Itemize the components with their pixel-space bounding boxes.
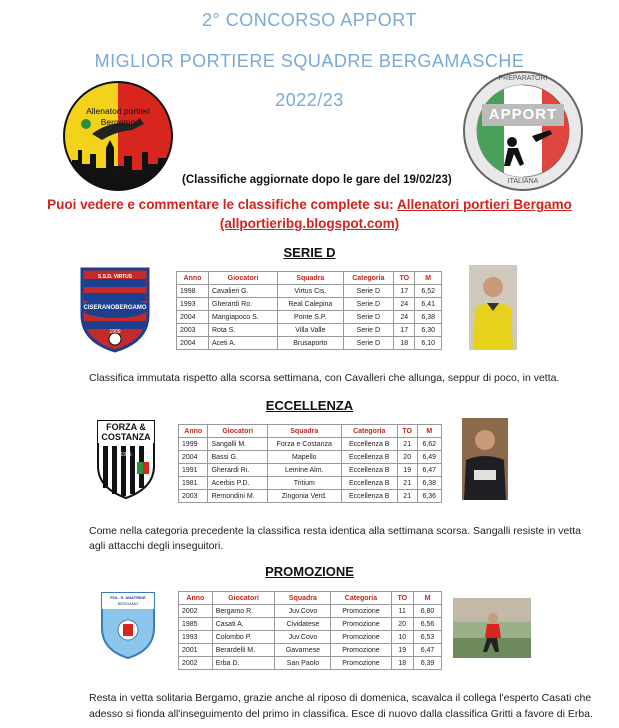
column-header: Giocatori (208, 425, 267, 438)
table-cell: 2004 (177, 337, 209, 350)
table-row (177, 324, 442, 337)
section-title-eccellenza: ECCELLENZA (265, 398, 354, 413)
promo-line (0, 197, 619, 212)
section-title-promozione: PROMOZIONE (265, 564, 354, 579)
table-cell: 6,38 (415, 311, 442, 324)
table-cell: Juv.Covo (275, 605, 331, 618)
table-header-row (179, 592, 442, 605)
promo-url-line (0, 216, 619, 231)
eccellenza-comment-line2: agli attacchi degli inseguitori. (89, 540, 224, 552)
table-cell: Gherardi Ri. (208, 464, 267, 477)
table-cell: Berardelli M. (212, 644, 275, 657)
column-header: Squadra (278, 272, 344, 285)
column-header: Anno (177, 272, 209, 285)
column-header: Squadra (275, 592, 331, 605)
table-row (179, 490, 442, 503)
table-header-row (179, 425, 442, 438)
table-row (179, 464, 442, 477)
page-title-line1: 2° CONCORSO APPORT (202, 10, 417, 30)
table-cell: 19 (391, 644, 414, 657)
table-cell: Ponte S.P. (278, 311, 344, 324)
table-row (177, 298, 442, 311)
eccellenza-comment-line1: Come nella categoria precedente la classifica resta identica alla settimana scorsa. Sangalli resiste in vetta (89, 525, 582, 537)
column-header: Giocatori (209, 272, 278, 285)
table-row (179, 477, 442, 490)
apport-ring-bottom: ITALIANA (507, 178, 539, 185)
table-cell: Gavarnese (275, 644, 331, 657)
table-cell: Serie D (343, 311, 394, 324)
promozione-comment-line2: adesso si fionda all'inseguimento del primo in classifica. Esce di nuovo dalla classifica Gritti a favore di Erba. (89, 708, 593, 720)
blog-url-link[interactable]: (allportieribg.blogspot.com) (219, 216, 400, 231)
table-cell: Eccellenza B (341, 490, 397, 503)
table-cell: Serie D (343, 337, 394, 350)
table-cell: Tritium (267, 477, 341, 490)
blog-link[interactable]: Allenatori portieri Bergamo (397, 197, 572, 212)
table-cell: Promozione (331, 605, 391, 618)
column-header: M (415, 272, 442, 285)
forza-costanza-logo (95, 418, 157, 500)
table-cell: Promozione (331, 631, 391, 644)
logo-text-1: Allenatori portieri (86, 106, 150, 116)
allenatori-portieri-logo (62, 80, 174, 192)
table-cell: 6,62 (417, 438, 441, 451)
table-cell: 6,36 (417, 490, 441, 503)
eccellenza-table (178, 424, 442, 503)
table-cell: 21 (397, 438, 417, 451)
table-cell: Bassi G. (208, 451, 267, 464)
table-cell: Villa Valle (278, 324, 344, 337)
column-header: Categoria (343, 272, 394, 285)
column-header: Giocatori (212, 592, 275, 605)
table-cell: 1993 (177, 298, 209, 311)
table-cell: 2002 (179, 657, 213, 670)
table-cell: 18 (394, 337, 415, 350)
table-cell: 6,47 (414, 644, 442, 657)
table-cell: Forza e Costanza (267, 438, 341, 451)
table-cell: Serie D (343, 324, 394, 337)
logo-text: FORZA & (106, 422, 146, 432)
table-cell: Acerbis P.D. (208, 477, 267, 490)
table-cell: 2003 (179, 490, 208, 503)
table-cell: 1993 (179, 631, 213, 644)
table-cell: Promozione (331, 657, 391, 670)
column-header: Anno (179, 425, 208, 438)
table-row (179, 451, 442, 464)
logo-text: BERGAMO (117, 601, 139, 606)
logo-text: POL. S. ANATRIDE (110, 595, 146, 600)
table-cell: 11 (391, 605, 414, 618)
apport-ring-top: PREPARATORI (498, 75, 548, 82)
table-cell: 17 (394, 285, 415, 298)
apport-logo (462, 70, 584, 192)
update-note: (Classifiche aggiornate dopo le gare del 19/02/23) (182, 174, 452, 186)
table-cell: Zingonia Verd. (267, 490, 341, 503)
serie-d-table (176, 271, 442, 350)
table-cell: 1998 (177, 285, 209, 298)
logo-text: 1909 (109, 329, 121, 335)
table-cell: 21 (397, 490, 417, 503)
logo-text-2: Bergamo (100, 117, 136, 127)
logo-text: CISERANOBERGAMO (83, 305, 147, 311)
table-cell: 6,10 (415, 337, 442, 350)
logo-text: S.S.D. VIRTUS (97, 274, 133, 280)
logo-text: 1905 (120, 452, 132, 458)
table-cell: Remondini M. (208, 490, 267, 503)
table-cell: 18 (391, 657, 414, 670)
table-cell: 1985 (179, 618, 213, 631)
table-cell: Juv.Covo (275, 631, 331, 644)
column-header: M (417, 425, 441, 438)
table-cell: 20 (391, 618, 414, 631)
column-header: Anno (179, 592, 213, 605)
table-row (179, 618, 442, 631)
table-cell: Serie D (343, 298, 394, 311)
promozione-club-logo (99, 590, 157, 660)
table-cell: Eccellenza B (341, 464, 397, 477)
table-cell: 6,53 (414, 631, 442, 644)
table-cell: 10 (391, 631, 414, 644)
promo-text: Puoi vedere e commentare le classifiche complete su: (47, 197, 398, 212)
table-cell: Real Calepina (278, 298, 344, 311)
table-row (179, 438, 442, 451)
table-row (177, 285, 442, 298)
table-cell: Serie D (343, 285, 394, 298)
table-header-row (177, 272, 442, 285)
table-cell: 6,49 (417, 451, 441, 464)
page-title-season: 2022/23 (275, 90, 344, 110)
table-cell: 1999 (179, 438, 208, 451)
table-row (179, 657, 442, 670)
player-photo-sangalli (462, 418, 508, 500)
table-cell: Colombo P. (212, 631, 275, 644)
promozione-table (178, 591, 442, 670)
table-cell: 17 (394, 324, 415, 337)
table-cell: Eccellenza B (341, 477, 397, 490)
table-cell: Mangiapoco S. (209, 311, 278, 324)
logo-text: COSTANZA (101, 432, 151, 442)
table-cell: 6,38 (417, 477, 441, 490)
table-cell: 2001 (179, 644, 213, 657)
column-header: TO (391, 592, 414, 605)
player-photo-bergamo (453, 598, 531, 658)
apport-logo-text: APPORT (488, 106, 558, 123)
section-title-serie-d: SERIE D (283, 245, 336, 260)
virtus-ciserano-logo (78, 265, 152, 353)
table-cell: 24 (394, 311, 415, 324)
table-cell: Bergamo R. (212, 605, 275, 618)
table-row (177, 337, 442, 350)
table-cell: Sangalli M. (208, 438, 267, 451)
table-row (179, 644, 442, 657)
table-cell: San Paolo (275, 657, 331, 670)
column-header: Categoria (331, 592, 391, 605)
table-cell: Cividatese (275, 618, 331, 631)
table-cell: 6,47 (417, 464, 441, 477)
table-cell: Virtus Cis. (278, 285, 344, 298)
table-cell: 19 (397, 464, 417, 477)
table-cell: 2003 (177, 324, 209, 337)
table-cell: 6,41 (415, 298, 442, 311)
table-cell: Mapello (267, 451, 341, 464)
table-cell: 6,30 (415, 324, 442, 337)
table-cell: Casati A. (212, 618, 275, 631)
table-cell: Erba D. (212, 657, 275, 670)
table-cell: Rota S. (209, 324, 278, 337)
table-cell: Eccellenza B (341, 451, 397, 464)
player-photo-cavalieri (469, 265, 517, 350)
table-cell: 2004 (179, 451, 208, 464)
table-cell: Cavalieri G. (209, 285, 278, 298)
table-row (177, 311, 442, 324)
table-cell: 6,80 (414, 605, 442, 618)
table-cell: Eccellenza B (341, 438, 397, 451)
table-cell: 6,52 (415, 285, 442, 298)
table-row (179, 605, 442, 618)
column-header: Categoria (341, 425, 397, 438)
table-cell: Lemine Alm. (267, 464, 341, 477)
table-cell: 20 (397, 451, 417, 464)
table-cell: 2002 (179, 605, 213, 618)
table-cell: 21 (397, 477, 417, 490)
table-cell: 1981 (179, 477, 208, 490)
table-cell: 24 (394, 298, 415, 311)
promozione-comment-line1: Resta in vetta solitaria Bergamo, grazie anche al riposo di domenica, scavalca il collega l'esperto Casati che (89, 692, 592, 704)
table-cell: Aceti A. (209, 337, 278, 350)
table-cell: 6,39 (414, 657, 442, 670)
table-cell: 6,56 (414, 618, 442, 631)
table-cell: Gherardi Ro. (209, 298, 278, 311)
column-header: TO (394, 272, 415, 285)
table-row (179, 631, 442, 644)
column-header: TO (397, 425, 417, 438)
table-cell: Brusaporto (278, 337, 344, 350)
table-cell: 2004 (177, 311, 209, 324)
table-cell: 1991 (179, 464, 208, 477)
page-title-line2: MIGLIOR PORTIERE SQUADRE BERGAMASCHE (94, 51, 525, 71)
serie-d-comment: Classifica immutata rispetto alla scorsa settimana, con Cavalleri che allunga, seppur di poco, in vetta. (89, 372, 560, 384)
column-header: Squadra (267, 425, 341, 438)
column-header: M (414, 592, 442, 605)
table-cell: Promozione (331, 618, 391, 631)
table-cell: Promozione (331, 644, 391, 657)
